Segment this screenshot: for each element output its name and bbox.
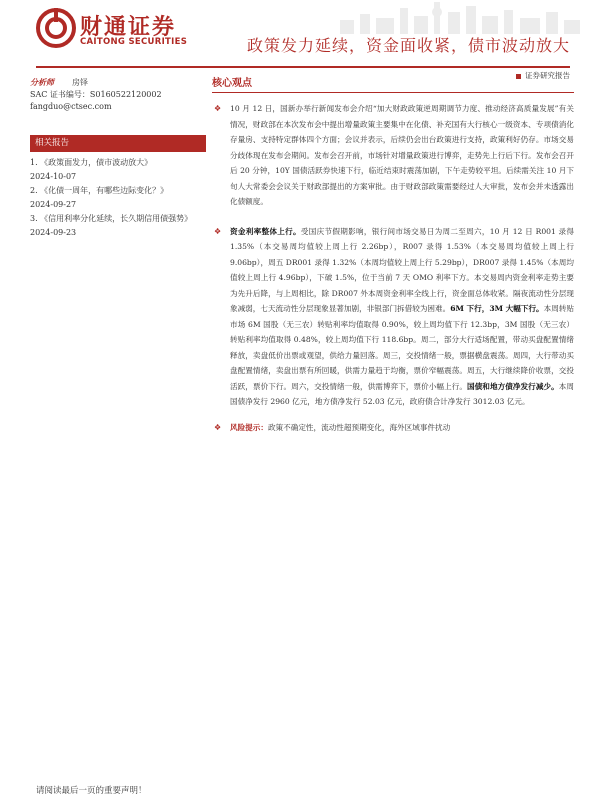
paragraph-funding bbox=[212, 224, 574, 410]
diamond-bullet-icon: ❖ bbox=[214, 422, 222, 432]
main-content bbox=[212, 76, 574, 435]
analyst-email[interactable]: fangduo@ctsec.com bbox=[30, 102, 112, 111]
paragraph-text: 受国庆节假期影响，银行间市场交易日为周二至周六，10 月 12 日 R001 录得 1.35%（本交易周均值较上周上行 2.26bp），R007 录得 1.53%（本交易周均值较上周上行 9.06bp），周五 DR001 录得 1.32%（本周均值较上周上行 5.29bp），DR007 录得 1.45%（本周均值较上周上行 4.96bp），下破 1.5%，位于当前 7 天 OMO 利率下方。本交易周内资金利率走势主要为先升后降，与上周相比，除 DR007 外本周资金利率全线上行，资金面总体收紧。隔夜流动性分层现象减弱，七天流动性分层现象显著加剧，非银部门拆借较为困难。 bbox=[230, 226, 575, 313]
section-title: 核心观点 bbox=[212, 76, 574, 93]
report-header bbox=[0, 0, 600, 62]
risk-label: 风险提示： bbox=[230, 422, 268, 432]
paragraph-text: 本周转贴市场 6M 国股（无三农）转贴利率均值取得 0.90%，较上周均值下行 12.3bp，3M 国股（无三农）转贴利率均值取得 0.48%，较上周均值下行 118.6bp。周二，部分大行适场配置，带动买盘配置情绪释放，卖盘低价出票或观望，供给力量回落。周三，交投情绪一般，票据横盘震荡。周四，大行带动买盘配置情绪，卖盘出票有所回暖，供需力量趋于均衡，票价窄幅震荡。周五，大行继续降价收票，交投活跃，票价下行。周六，交投情绪一般，供需博弈下，票价小幅上行。 bbox=[230, 304, 575, 391]
caitong-logo-icon bbox=[36, 8, 76, 48]
paragraph-risk bbox=[212, 420, 574, 436]
related-report-title[interactable]: 2. 《化债一周年，有哪些边际变化？》 bbox=[30, 186, 169, 195]
sac-number: SAC 证书编号：S0160522120002 bbox=[30, 90, 162, 99]
analyst-name: 房铎 bbox=[72, 78, 88, 87]
header-divider bbox=[36, 66, 570, 68]
analyst-row bbox=[30, 76, 202, 89]
risk-text: 政策不确定性，流动性超预期变化，海外区域事件扰动 bbox=[267, 422, 451, 432]
list-item[interactable] bbox=[30, 212, 202, 239]
city-skyline-watermark bbox=[330, 0, 600, 34]
related-report-date: 2024-09-27 bbox=[30, 199, 77, 209]
paragraph-heading: 国债和地方债净发行减少。 bbox=[467, 381, 559, 391]
company-logo bbox=[36, 8, 206, 54]
footer-disclaimer: 请阅读最后一页的重要声明！ bbox=[36, 786, 147, 796]
paragraph-policy bbox=[212, 101, 574, 210]
paragraph-text: 10 月 12 日，国新办举行新闻发布会介绍“加大财政政策逆周期调节力度、推动经济高质量发展”有关情况，财政部在本次发布会中提出增量政策主要集中在化债、补充国有大行核心一级资本、专项债消化存量房、支持特定群体四个方面；会议并表示，后续仍会出台政策进行支持，政策利好仍存。市场交易分歧体现在发布会期间。发布会召开前，市场针对增量政策进行博弈，走势先上行后下行。发布会召开后 20 分钟，10Y 国债活跃券快速下行，临近结束时震荡加剧，下午走势较平坦。后续需关注 10 月下旬人大常委会会议关于财政部提出的方案审批。由于财政部政策需要经过人大审批，发布会并未透露出化债额度。 bbox=[230, 104, 574, 206]
diamond-bullet-icon: ❖ bbox=[214, 104, 222, 113]
analyst-label: 分析师 bbox=[30, 77, 54, 87]
diamond-bullet-icon: ❖ bbox=[214, 226, 222, 236]
paragraph-text: 本周国债净发行 2960 亿元，地方债净发行 52.03 亿元，政府债合计净发行 3012.03 亿元。 bbox=[230, 381, 575, 406]
related-reports-list bbox=[30, 156, 202, 239]
report-type-label: 证券研究报告 bbox=[470, 70, 570, 81]
report-title: 政策发力延续，资金面收紧，债市波动放大 bbox=[246, 36, 570, 55]
list-item[interactable] bbox=[30, 184, 202, 211]
logo-english-name: CAITONG SECURITIES bbox=[80, 37, 188, 47]
related-report-date: 2024-09-23 bbox=[30, 227, 77, 237]
sidebar bbox=[30, 76, 202, 240]
paragraph-heading: 6M 下行，3M 大幅下行。 bbox=[450, 304, 544, 313]
related-report-title[interactable]: 3. 《信用利率分化延续，长久期信用债强势》 bbox=[30, 214, 193, 223]
related-reports-heading: 相关报告 bbox=[30, 135, 206, 152]
paragraph-heading: 资金利率整体上行。 bbox=[230, 226, 301, 236]
related-report-date: 2024-10-07 bbox=[30, 171, 77, 181]
logo-chinese-name: 财通证券 bbox=[80, 15, 177, 40]
list-item[interactable] bbox=[30, 156, 202, 183]
related-report-title[interactable]: 1. 《政策面发力，债市波动放大》 bbox=[30, 158, 153, 167]
